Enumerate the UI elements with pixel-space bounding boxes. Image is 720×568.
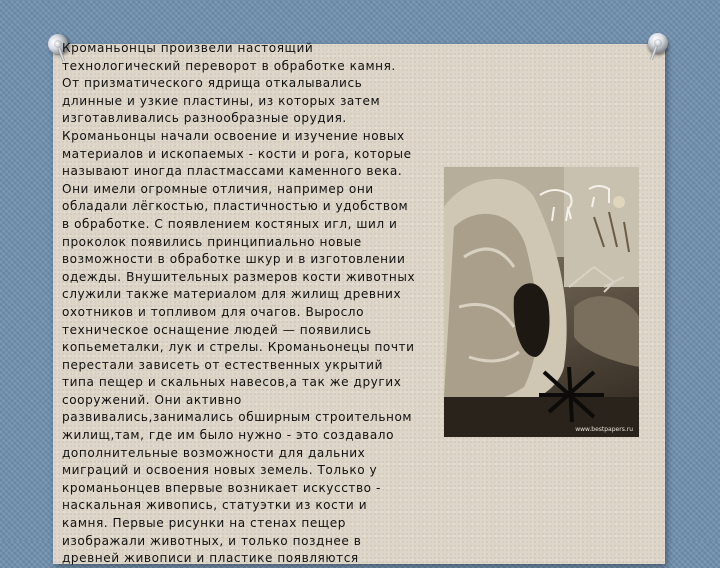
mammoth-bone-hut-illustration [444,167,639,437]
photo-watermark: www.bestpapers.ru [575,426,633,433]
museum-dwelling-photo [444,167,639,437]
body-text: Кроманьонцы произвели настоящий технологический переворот в обработке камня. От призматического ядрища откалывались длинные и узкие пластины, из которых затем изготавливались разнообразные орудия. Кроманьонцы начали освоение и изучение новых материалов и ископаемых - кости и рога, которые называют иногда пластмассами каменного века. Они имели огромные отличия, например они обладали лёгкостью, пластичностью и удобством в обработке. С появлением костяных игл, шил и проколок появились принципиально новые возможности в обработке шкур и в изготовлении одежды. Внушительных размеров кости животных служили также материалом для жилищ древних охотников и топливом для очагов. Выросло техническое оснащение людей — появились копьеметалки, лук и стрелы. Кроманьонецы почти перестали зависеть от естественных укрытий типа пещер и скальных навесов,а так же других сооружений. Они активно развивались,занимались обширным строительном жилищ,там, где им было нужно - это создавало дополнительные возможности для дальних миграций и освоения новых земель. Только у кроманьонцев впервые возникает искусство - наскальная живопись, статуэтки из кости и камня. Первые рисунки на стенах пещер изображали животных, и только позднее в древней живописи и пластике появляются [62,41,416,566]
